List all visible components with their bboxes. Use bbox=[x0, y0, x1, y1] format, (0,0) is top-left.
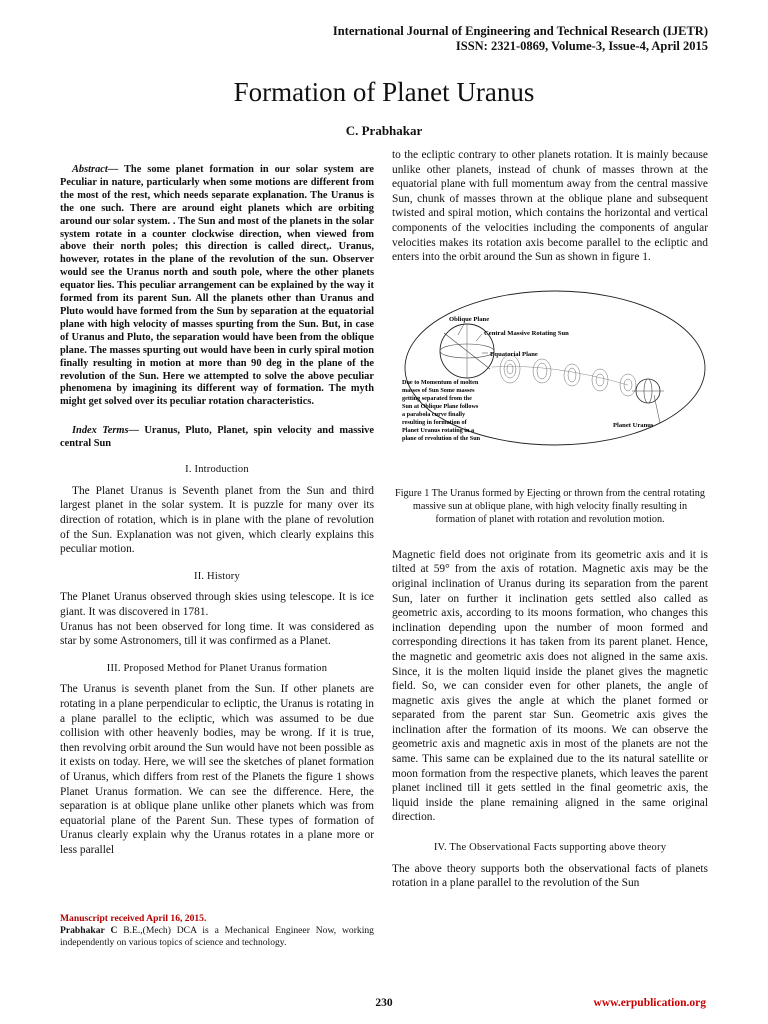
footnote bbox=[60, 913, 374, 949]
index-terms bbox=[60, 424, 374, 450]
history-text-2: Uranus has not been observed for long time. It was considered as star by some Astronomers, till it was confirmed as a Planet. bbox=[60, 620, 374, 648]
author-footnote-text: B.E.,(Mech) DCA is a Mechanical Engineer Now, working independently on various topics of science and technology. bbox=[60, 925, 374, 948]
label-equatorial-plane: Equatorial Plane bbox=[490, 350, 538, 358]
paper-author: C. Prabhakar bbox=[345, 123, 423, 138]
history-text-1: The Planet Uranus observed through skies using telescope. It is ice giant. It was discovered in 1781. bbox=[60, 591, 374, 618]
note-line: masses of Sun Some masses bbox=[402, 386, 475, 394]
figure-1 bbox=[392, 283, 708, 463]
index-terms-label: Index Terms bbox=[72, 425, 129, 437]
introduction-text: The Planet Uranus is Seventh planet from the Sun and third largest planet in the solar system. It is puzzle for many over its direction of rotation, which is in plane with the plane of revolution of the Sun. Explanation was not given, which clearly explains this peculiar motion. bbox=[60, 484, 374, 556]
index-terms-text: — Uranus, Pluto, Planet, spin velocity and massive central Sun bbox=[60, 425, 374, 450]
uranus-formation-diagram bbox=[392, 283, 708, 463]
abstract bbox=[60, 164, 374, 409]
label-note bbox=[402, 379, 481, 442]
section-heading-introduction: I. Introduction bbox=[185, 464, 249, 476]
journal-issn: ISSN: 2321-0869, Volume-3, Issue-4, April 2015 bbox=[455, 39, 708, 53]
proposed-text: The Uranus is seventh planet from the Sun. If other planets are rotating in a plane perpendicular to ecliptic, the Uranus is rotating in a plane parallel to the ecliptic, which was assumed to be due collision with other heavenly bodies, may be wrong. If it is true, then revolving orbit around the Sun would have not been possible as it exists on today. Here, we will see the sketches of planet formation of Uranus, which differs from rest of the Planets the figure 1 shows Planet Uranus formation. We can see the difference. Here, the separation is at oblique plane unlike other planets which was from equatorial plane of the Parent Sun. These types of formation of Uranus clearly explain why the Uranus rotates in a plane more or less parallel bbox=[60, 683, 374, 856]
note-line: a parabola curve finally bbox=[402, 410, 466, 418]
figure-caption: Figure 1 The Uranus formed by Ejecting or thrown from the central rotating massive sun at oblique plane, with high velocity finally resulting in formation of planet with rotation and revolution motion. bbox=[395, 487, 705, 525]
section-heading-observational: IV. The Observational Facts supporting above theory bbox=[433, 842, 667, 854]
label-oblique-plane: Oblique Plane bbox=[449, 315, 490, 323]
page-number: 230 bbox=[375, 997, 393, 1009]
note-line: Due to Momentum of molten bbox=[402, 378, 479, 386]
spiral-trajectory bbox=[492, 355, 636, 396]
note-line: plane of revolution of the Sun bbox=[402, 434, 481, 442]
right-column bbox=[392, 148, 708, 891]
section-heading-history: II. History bbox=[194, 570, 240, 582]
sun-pointer bbox=[476, 334, 482, 341]
right-text-1: to the ecliptic contrary to other planets rotation. It is mainly because unlike other planets, instead of chunk of masses thrown at the equatorial plane with full momentum away from the central massive Sun, chunk of masses thrown at the oblique plane and subsequent twisted and spiral motion, which contains the horizontal and vertical components of the velocities including the components of angular velocities makes its rotation axis become parallel to the ecliptic and enters into the orbit around the Sun as shown in figure 1. bbox=[392, 149, 708, 264]
observational-text: The above theory supports both the observational facts of planets rotation in a plane parallel to the revolution of the Sun bbox=[392, 862, 708, 890]
journal-name: International Journal of Engineering and Technical Research (IJETR) bbox=[332, 24, 708, 38]
section-heading-proposed: III. Proposed Method for Planet Uranus formation bbox=[106, 662, 328, 674]
note-line: resulting in formation of bbox=[402, 418, 467, 426]
note-line: Planet Uranus rotating in a bbox=[402, 426, 475, 434]
author-footnote-name: Prabhakar C bbox=[60, 925, 118, 936]
author-info bbox=[60, 925, 374, 949]
manuscript-received: Manuscript received April 16, 2015. bbox=[60, 913, 207, 924]
right-text-2: Magnetic field does not originate from its geometric axis and it is tilted at 59° from the axis of rotation. Magnetic axis may be the original inclination of Uranus during its separation from the parent Sun, later on further it inclination gets settled also called as geometric axis, according to its moons formation, who changes this inclination depending upon the number of moon formed and corresponding directions it has taken from its parent planet. Hence, the magnetic and geometric axis does not aligned in the same axis. Since, it is the molten liquid inside the planet gives the magnetic field. So, we can consider even for other planets, the angle of magnetic axis gives the angle at which the planet formed or separated from the parent star Sun. Geometric axis gives the inclination after the formation of its moons. We can observe the geometric axis and magnetic axis in most of the planets are not the same. This same can be explained due to the its natural satellite or moon formation from the respective planets, which leaves the parent planet inclined till it gets settled in the final geometric axis, the liquid inside the plane remaining aligned in the same original direction. bbox=[392, 548, 708, 824]
publisher-website[interactable]: www.erpublication.org bbox=[593, 997, 706, 1009]
left-column bbox=[60, 164, 374, 857]
abstract-text: — The some planet formation in our solar system are Peculiar in nature, particularly when some motions are different from the most of the rest, which needs separate explanation. The Uranus is the one such. There are around eight planets which are orbiting around our solar system. . The Sun and most of the planets in the solar system rotate in a counter clockwise direction, when viewed from above their north poles; this direction is called direct,. Uranus, however, rotates in the plane of the revolution of the sun. Observer would see the Uranus north and south pole, where the other planets equator lies. This peculiar arrangement can be explained by the way it formed from its parent Sun. All the planets other than Uranus and Pluto would have formed from the Sun by separation at the equatorial plane with high velocity of masses spurting from the Sun. But, in case of Uranus and Pluto, the separation would have been from the oblique plane. The masses spurting out would have been in curly spiral motion finally resulting in motion at more than 90 deg in the plane of the revolution of the Sun. Here we attempted to solve the above peculiar phenomena by imagining its different way of formation. The myth might get solved over its peculiar rotation characteristics. bbox=[60, 164, 374, 408]
journal-header bbox=[333, 24, 708, 54]
note-line: getting separated from the bbox=[402, 394, 472, 402]
label-central-sun: Central Massive Rotating Sun bbox=[484, 329, 569, 337]
abstract-label: Abstract bbox=[72, 164, 108, 175]
note-line: Sun at Oblique Plane follows bbox=[402, 402, 479, 410]
label-planet-uranus: Planet Uranus bbox=[613, 421, 654, 429]
paper-title: Formation of Planet Uranus bbox=[233, 77, 535, 107]
